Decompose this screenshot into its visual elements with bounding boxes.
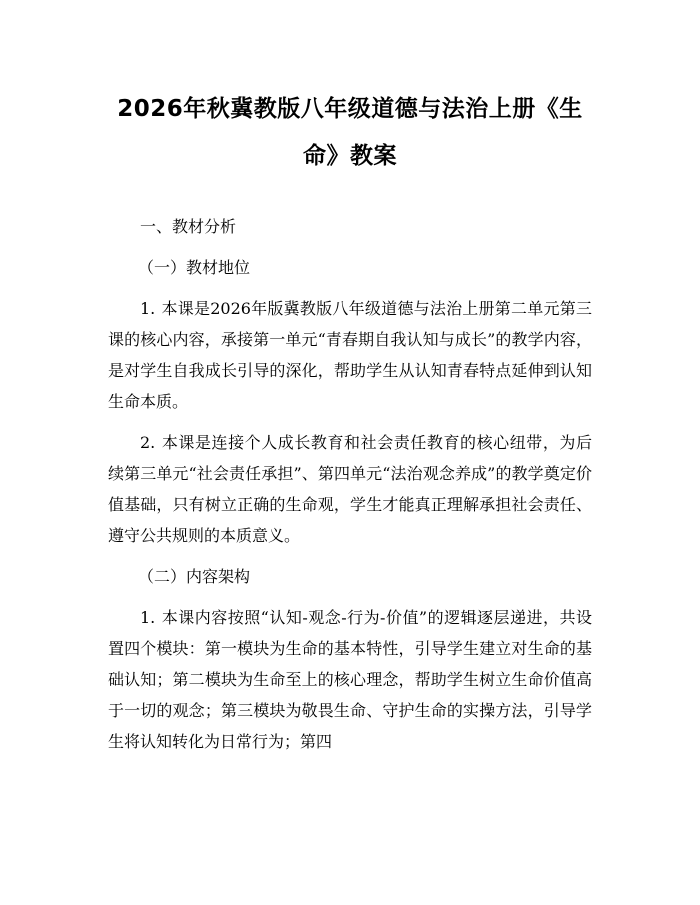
subsection-heading-textbook-position: （一）教材地位: [138, 258, 251, 277]
document-title: 2026年秋冀教版八年级道德与法治上册《生命》教案: [117, 96, 583, 169]
paragraph-text: 本课是连接个人成长教育和社会责任教育的核心纽带，为后续第三单元“社会责任承担”、第四单元“法治观念养成”的教学奠定价值基础，只有树立正确的生命观，学生才能真正理解承担社会责任、遵守公共规则的本质意义。: [108, 433, 592, 545]
paragraph-structure-1: [108, 602, 592, 757]
paragraph-position-1: [108, 293, 592, 417]
paragraph-position-2: [108, 427, 592, 551]
paragraph-number: 2.: [140, 433, 156, 452]
paragraph-number: 1.: [140, 299, 156, 318]
paragraph-text: 本课是2026年版冀教版八年级道德与法治上册第二单元第三课的核心内容，承接第一单元“青春期自我认知与成长”的教学内容，是对学生自我成长引导的深化，帮助学生从认知青春特点延伸到认知生命本质。: [108, 299, 592, 411]
document-body: [108, 211, 592, 757]
section-heading-textbook-analysis: 一、教材分析: [140, 217, 237, 236]
paragraph-text: 本课内容按照“认知-观念-行为-价值”的逻辑逐层递进，共设置四个模块：第一模块为生命的基本特性，引导学生建立对生命的基础认知；第二模块为生命至上的核心理念，帮助学生树立生命价值高于一切的观念；第三模块为敬畏生命、守护生命的实操方法，引导学生将认知转化为日常行为；第四: [108, 608, 592, 751]
subsection-heading-content-structure: （二）内容架构: [138, 567, 251, 586]
paragraph-number: 1.: [140, 608, 156, 627]
